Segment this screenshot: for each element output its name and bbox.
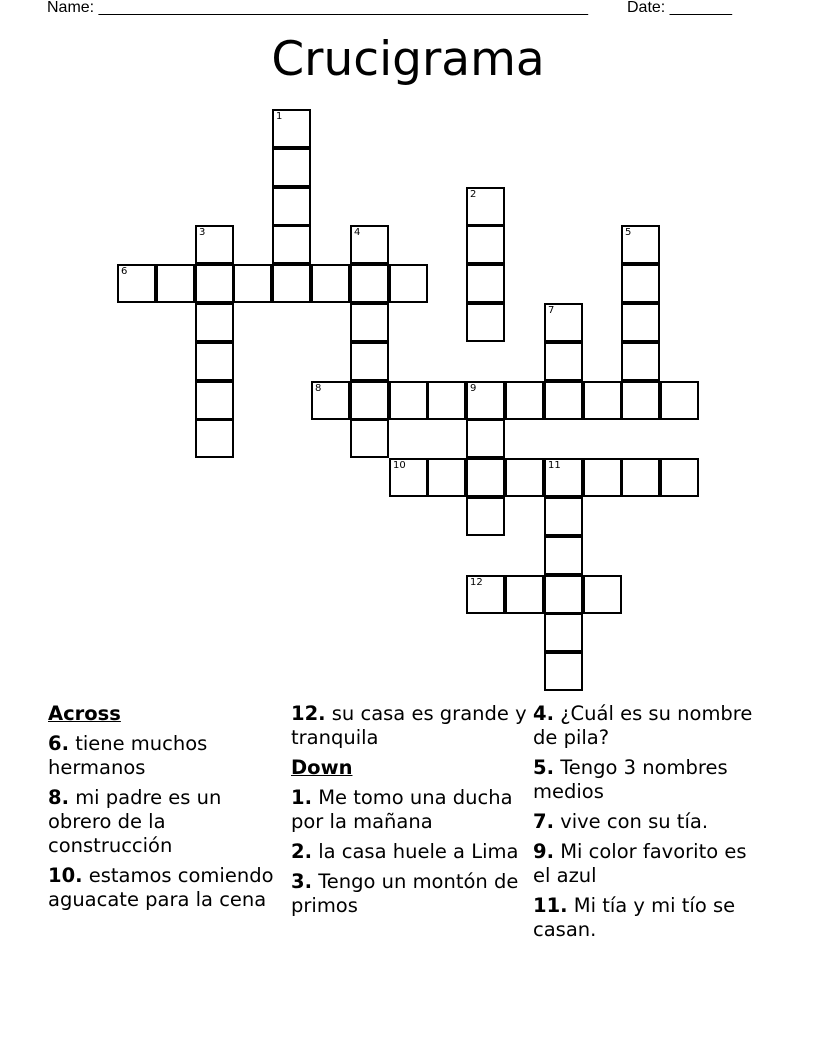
clue-down-4 [533, 702, 769, 750]
grid-cell[interactable] [350, 303, 389, 342]
grid-cell[interactable] [466, 575, 505, 614]
grid-cell[interactable] [544, 613, 583, 652]
clue-number: 3. [291, 870, 312, 893]
grid-cell[interactable] [272, 264, 311, 303]
clue-number-label: 4 [354, 227, 361, 238]
grid-cell[interactable] [544, 536, 583, 575]
clue-down-11 [533, 894, 769, 942]
grid-cell[interactable] [195, 303, 234, 342]
grid-cell[interactable] [350, 342, 389, 381]
grid-cell[interactable] [272, 109, 311, 148]
date-field-label: Date: _______ [627, 0, 732, 16]
clue-text: Mi tía y mi tío se casan. [533, 894, 736, 941]
clue-number: 12. [291, 702, 326, 725]
grid-cell[interactable] [544, 342, 583, 381]
down-heading: Down [291, 756, 353, 779]
grid-cell[interactable] [660, 458, 699, 497]
clue-number: 1. [291, 786, 312, 809]
grid-cell[interactable] [660, 381, 699, 420]
page-title: Crucigrama [271, 32, 545, 87]
grid-cell[interactable] [389, 381, 428, 420]
clue-text: tiene muchos hermanos [48, 732, 208, 779]
clue-number: 2. [291, 840, 312, 863]
grid-cell[interactable] [621, 225, 660, 264]
grid-cell[interactable] [466, 187, 505, 226]
grid-cell[interactable] [621, 458, 660, 497]
across-heading: Across [48, 702, 121, 725]
clues-column-2 [291, 702, 527, 924]
clue-across-12 [291, 702, 527, 750]
clue-number-label: 3 [199, 227, 206, 238]
grid-cell[interactable] [621, 342, 660, 381]
grid-cell[interactable] [272, 187, 311, 226]
clue-down-2 [291, 840, 527, 864]
grid-cell[interactable] [466, 225, 505, 264]
clue-number-label: 9 [470, 383, 477, 394]
clue-text: la casa huele a Lima [318, 840, 519, 863]
grid-cell[interactable] [350, 419, 389, 458]
grid-cell[interactable] [466, 264, 505, 303]
grid-cell[interactable] [389, 264, 428, 303]
grid-cell[interactable] [195, 381, 234, 420]
grid-cell[interactable] [544, 381, 583, 420]
grid-cell[interactable] [583, 381, 622, 420]
clue-across-10 [48, 864, 284, 912]
grid-cell[interactable] [583, 458, 622, 497]
grid-cell[interactable] [350, 264, 389, 303]
clue-number: 11. [533, 894, 568, 917]
name-field-label: Name: _______________________________________________________ [47, 0, 588, 16]
clue-text: vive con su tía. [560, 810, 709, 833]
clue-number-label: 2 [470, 189, 477, 200]
grid-cell[interactable] [466, 497, 505, 536]
grid-cell[interactable] [544, 652, 583, 691]
grid-cell[interactable] [195, 225, 234, 264]
grid-cell[interactable] [195, 264, 234, 303]
grid-cell[interactable] [505, 458, 544, 497]
clue-text: ¿Cuál es su nombre de pila? [533, 702, 753, 749]
clue-text: mi padre es un obrero de la construcción [48, 786, 222, 857]
grid-cell[interactable] [350, 381, 389, 420]
clue-down-7 [533, 810, 769, 834]
clue-number-label: 10 [393, 460, 406, 471]
grid-cell[interactable] [195, 419, 234, 458]
grid-cell[interactable] [311, 381, 350, 420]
grid-cell[interactable] [544, 303, 583, 342]
clue-number: 6. [48, 732, 69, 755]
grid-cell[interactable] [621, 303, 660, 342]
grid-cell[interactable] [389, 458, 428, 497]
grid-cell[interactable] [466, 303, 505, 342]
clue-text: Mi color favorito es el azul [533, 840, 747, 887]
grid-cell[interactable] [466, 458, 505, 497]
grid-cell[interactable] [427, 381, 466, 420]
clue-number: 10. [48, 864, 83, 887]
grid-cell[interactable] [156, 264, 195, 303]
grid-cell[interactable] [311, 264, 350, 303]
clue-text: estamos comiendo aguacate para la cena [48, 864, 274, 911]
grid-cell[interactable] [544, 497, 583, 536]
clues-column-1 [48, 702, 284, 918]
grid-cell[interactable] [233, 264, 272, 303]
clue-number-label: 1 [276, 111, 283, 122]
clue-text: su casa es grande y tranquila [291, 702, 527, 749]
clue-across-8 [48, 786, 284, 858]
clue-text: Me tomo una ducha por la mañana [291, 786, 513, 833]
grid-cell[interactable] [117, 264, 156, 303]
grid-cell[interactable] [544, 575, 583, 614]
clue-number-label: 12 [470, 577, 483, 588]
clue-number: 5. [533, 756, 554, 779]
grid-cell[interactable] [505, 575, 544, 614]
clue-text: Tengo un montón de primos [291, 870, 519, 917]
clue-across-6 [48, 732, 284, 780]
clue-number: 9. [533, 840, 554, 863]
grid-cell[interactable] [621, 264, 660, 303]
grid-cell[interactable] [350, 225, 389, 264]
grid-cell[interactable] [272, 148, 311, 187]
grid-cell[interactable] [427, 458, 466, 497]
grid-cell[interactable] [621, 381, 660, 420]
clue-number-label: 6 [121, 266, 128, 277]
clues-column-3 [533, 702, 769, 948]
clue-number-label: 5 [625, 227, 632, 238]
grid-cell[interactable] [466, 419, 505, 458]
clue-number: 8. [48, 786, 69, 809]
clue-number: 4. [533, 702, 554, 725]
grid-cell[interactable] [583, 575, 622, 614]
grid-cell[interactable] [466, 381, 505, 420]
clue-number-label: 11 [548, 460, 561, 471]
clue-down-5 [533, 756, 769, 804]
clue-number: 7. [533, 810, 554, 833]
clue-text: Tengo 3 nombres medios [533, 756, 728, 803]
clue-down-9 [533, 840, 769, 888]
grid-cell[interactable] [544, 458, 583, 497]
clue-down-1 [291, 786, 527, 834]
clue-down-3 [291, 870, 527, 918]
grid-cell[interactable] [195, 342, 234, 381]
grid-cell[interactable] [272, 225, 311, 264]
clue-number-label: 7 [548, 305, 555, 316]
clue-number-label: 8 [315, 383, 322, 394]
grid-cell[interactable] [505, 381, 544, 420]
